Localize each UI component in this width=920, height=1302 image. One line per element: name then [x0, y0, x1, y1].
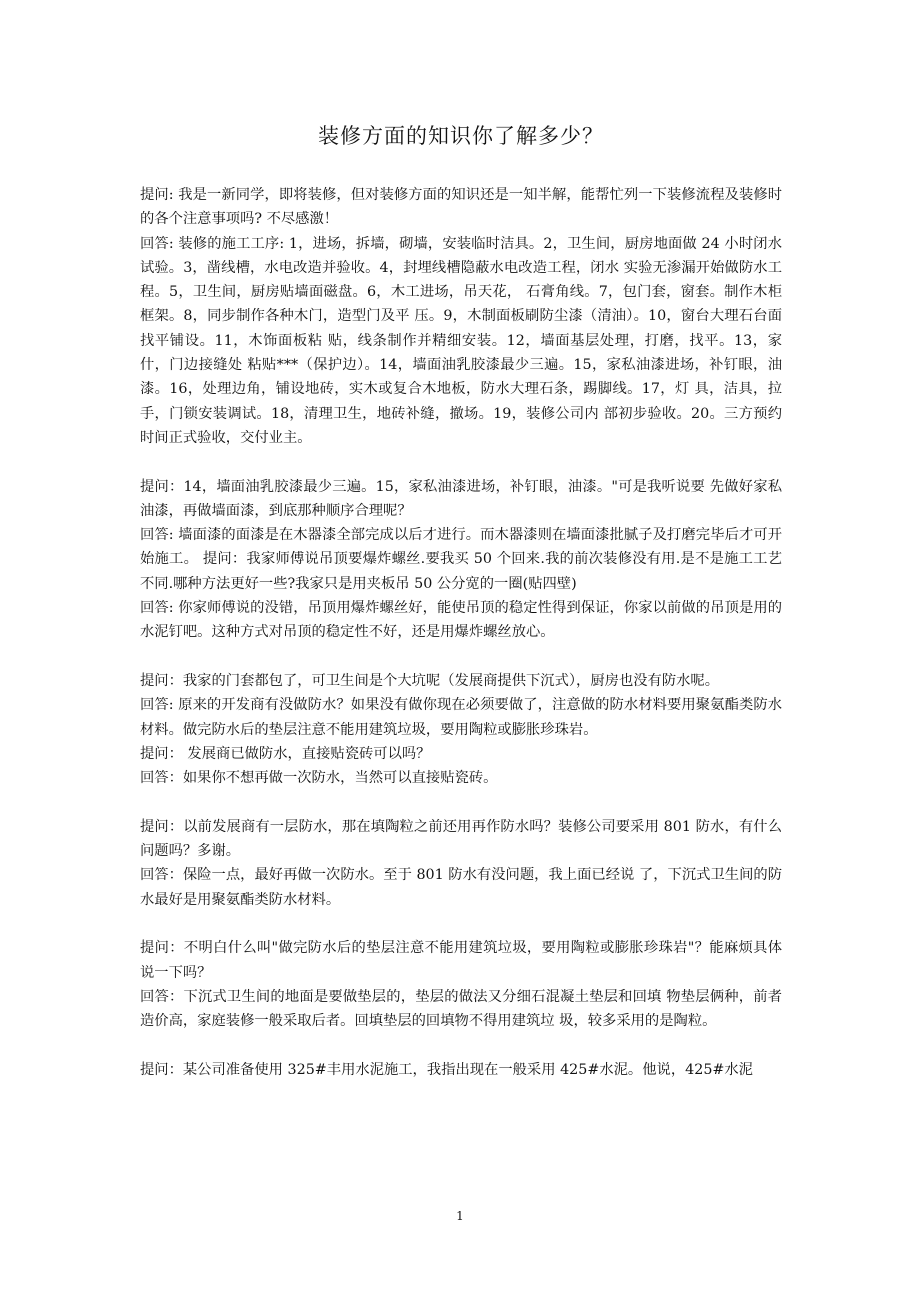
question-paragraph: 提问：不明白什么叫"做完防水后的垫层注意不能用建筑垃圾，要用陶粒或膨胀珍珠岩"？能麻烦具体说一下吗？	[140, 940, 782, 981]
paragraph-gap	[140, 450, 782, 474]
answer-paragraph: 回答：如果你不想再做一次防水，当然可以直接贴瓷砖。	[140, 770, 498, 787]
paragraph-gap	[140, 912, 782, 936]
document-title: 装修方面的知识你了解多少？	[318, 124, 604, 148]
question-paragraph: 提问： 发展商已做防水，直接贴瓷砖可以吗？	[140, 745, 431, 762]
paragraph-gap	[140, 1033, 782, 1057]
answer-paragraph: 回答: 墙面漆的面漆是在木器漆全部完成以后才进行。而木器漆则在墙面漆批腻子及打磨完毕后才可开始施工。 提问：我家师傅说吊顶要爆炸螺丝.要我买 50 个回来.我的前次装修没有用.是不是施工工艺不同.哪种方法更好一些?我家只是用夹板吊 50 公分宽的一圈(贴四壁)	[140, 527, 782, 592]
page-number: 1	[456, 1209, 464, 1223]
question-paragraph: 提问: 我是一新同学，即将装修，但对装修方面的知识还是一知半解，能帮忙列一下装修流程及装修时的各个注意事项吗? 不尽感激！	[140, 187, 782, 228]
answer-paragraph: 回答: 你家师傅说的没错，吊顶用爆炸螺丝好，能使吊顶的稳定性得到保证，你家以前做的吊顶是用的水泥钉吧。这种方式对吊顶的稳定性不好，还是用爆炸螺丝放心。	[140, 600, 782, 641]
document-body	[140, 183, 782, 1082]
answer-paragraph: 回答：保险一点，最好再做一次防水。至于 801 防水有没问题，我上面已经说 了，下沉式卫生间的防水最好是用聚氨酯类防水材料。	[140, 867, 782, 908]
paragraph-gap	[140, 645, 782, 669]
answer-paragraph: 回答：下沉式卫生间的地面是要做垫层的，垫层的做法又分细石混凝土垫层和回填 物垫层俩种，前者造价高，家庭装修一般采取后者。回填垫层的回填物不得用建筑垃 圾，较多采用的是陶粒。	[140, 988, 782, 1030]
question-paragraph: 提问：14，墙面油乳胶漆最少三遍。15，家私油漆进场，补钉眼，油漆。"可是我听说要 先做好家私油漆，再做墙面漆，到底那种顺序合理呢？	[140, 478, 782, 519]
question-paragraph: 提问：某公司准备使用 325#丰用水泥施工，我指出现在一般采用 425#水泥。他说，425#水泥	[140, 1061, 753, 1078]
paragraph-gap	[140, 790, 782, 814]
question-paragraph: 提问：以前发展商有一层防水，那在填陶粒之前还用再作防水吗？装修公司要采用 801 防水，有什么问题吗？多谢。	[140, 818, 782, 860]
question-paragraph: 提问：我家的门套都包了，可卫生间是个大坑呢（发展商提供下沉式），厨房也没有防水呢。	[140, 672, 720, 689]
answer-paragraph: 回答: 原来的开发商有没做防水？如果没有做你现在必须要做了，注意做的防水材料要用聚氨酯类防水材料。做完防水后的垫层注意不能用建筑垃圾，要用陶粒或膨胀珍珠岩。	[140, 697, 782, 738]
answer-paragraph: 回答: 装修的施工工序: 1，进场，拆墙，砌墙，安装临时洁具。2，卫生间，厨房地面做 24 小时闭水试验。3，凿线槽，水电改造并验收。4，封埋线槽隐蔽水电改造工程，闭水 实验无渗漏开始做防水工程。5，卫生间，厨房贴墙面磁盘。6，木工进场，吊天花， 石膏角线。7，包门套，窗套。制作木柜框架。8，同步制作各种木门，造型门及平 压。9，木制面板刷防尘漆（清油）。10，窗台大理石台面找平铺设。11，木饰面板粘 贴，线条制作并精细安装。12，墙面基层处理，打磨，找平。13，家什，门边接缝处 粘贴***（保护边）。14，墙面油乳胶漆最少三遍。15，家私油漆进场，补钉眼，油 漆。16，处理边角，铺设地砖，实木或复合木地板，防水大理石条，踢脚线。17，灯 具，洁具，拉手，门锁安装调试。18，清理卫生，地砖补缝，撤场。19，装修公司内 部初步验收。20。三方预约时间正式验收，交付业主。	[140, 235, 782, 446]
